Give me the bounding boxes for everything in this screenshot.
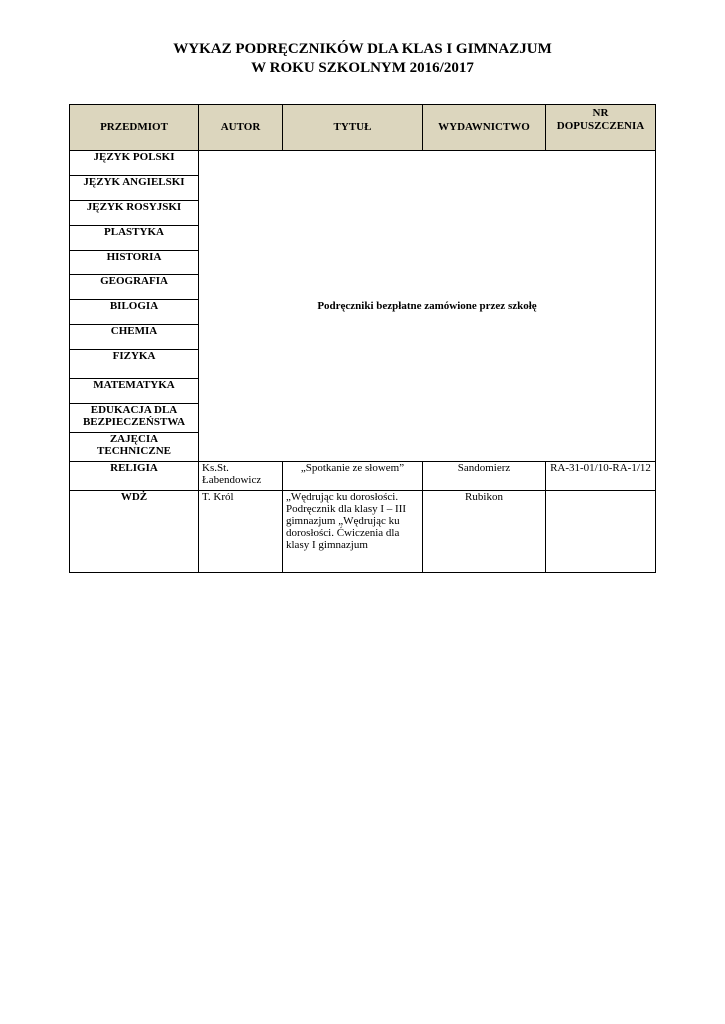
header-tytul: TYTUŁ [283,105,423,151]
merged-note-cell: Podręczniki bezpłatne zamówione przez szkołę [199,151,656,462]
title-line-2: W ROKU SZKOLNYM 2016/2017 [251,60,474,76]
subject-cell: HISTORIA [70,251,199,275]
subject-cell: GEOGRAFIA [70,275,199,300]
subject-cell: JĘZYK ANGIELSKI [70,176,199,201]
header-autor: AUTOR [199,105,283,151]
table-row-religia [70,462,656,491]
header-nr-dopuszczenia: NR DOPUSZCZENIA [546,105,656,151]
subject-cell: ZAJĘCIA TECHNICZNE [70,433,199,462]
subject-cell: RELIGIA [70,462,199,491]
subject-cell: MATEMATYKA [70,379,199,404]
author-cell: Ks.St. Łabendowicz [199,462,283,491]
subject-cell: CHEMIA [70,325,199,350]
subject-cell: WDŻ [70,491,199,573]
title-line-1: WYKAZ PODRĘCZNIKÓW DLA KLAS I GIMNAZJUM [173,41,552,57]
number-cell: RA-31-01/10-RA-1/12 [546,462,656,491]
document-title [0,40,725,78]
header-row [70,105,656,151]
publisher-cell: Sandomierz [423,462,546,491]
title-cell: „Spotkanie ze słowem” [283,462,423,491]
subject-cell: PLASTYKA [70,226,199,251]
header-wydawnictwo: WYDAWNICTWO [423,105,546,151]
subject-cell: JĘZYK POLSKI [70,151,199,176]
table-row-wdz [70,491,656,573]
subject-cell: FIZYKA [70,350,199,379]
title-cell: „Wędrując ku dorosłości. Podręcznik dla klasy I – III gimnazjum „Wędrując ku dorosłości. Ćwiczenia dla klasy I gimnazjum [283,491,423,573]
subject-cell: EDUKACJA DLA BEZPIECZEŃSTWA [70,404,199,433]
publisher-cell: Rubikon [423,491,546,573]
subject-cell: JĘZYK ROSYJSKI [70,201,199,226]
table-row [70,151,656,176]
textbook-table [69,104,656,573]
number-cell [546,491,656,573]
author-cell: T. Król [199,491,283,573]
header-przedmiot: PRZEDMIOT [70,105,199,151]
subject-cell: BILOGIA [70,300,199,325]
